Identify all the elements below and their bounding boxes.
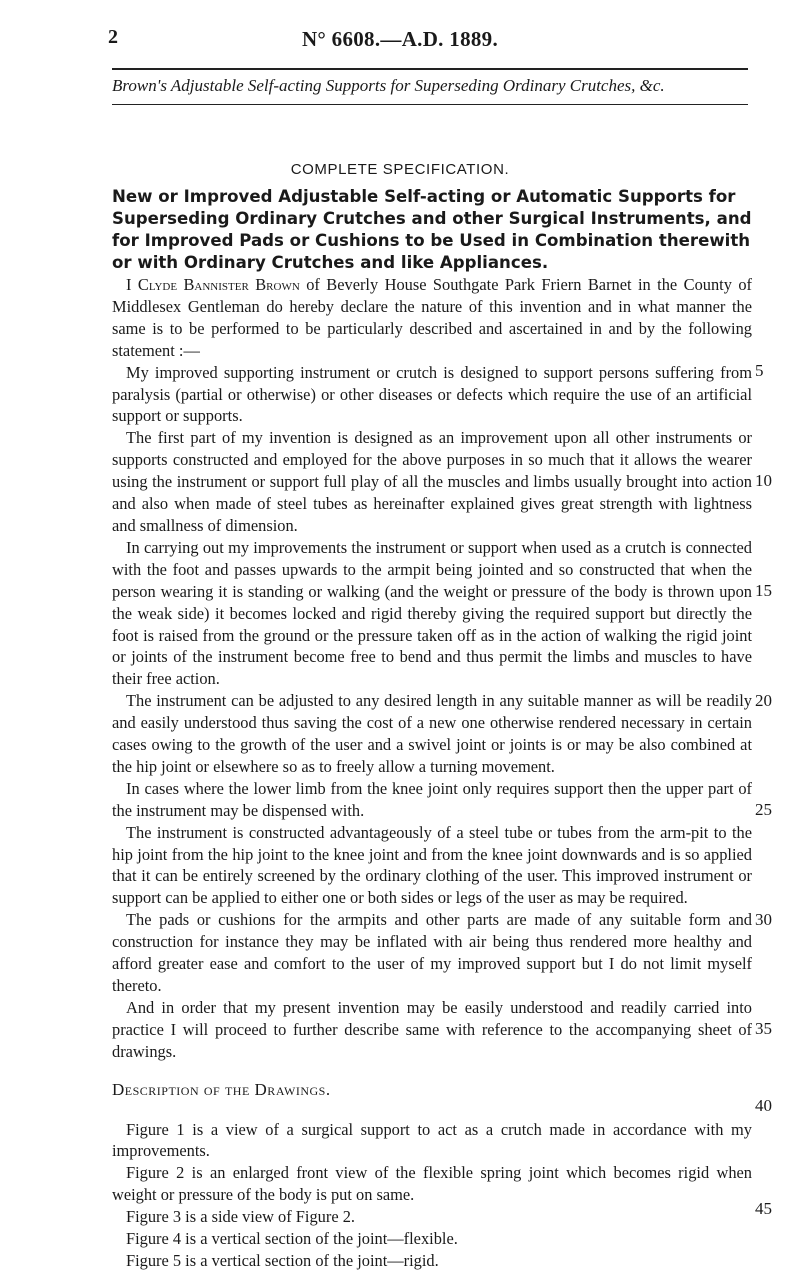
line-number: 35 <box>755 1019 772 1038</box>
figure-description: Figure 3 is a side view of Figure 2. <box>126 1207 355 1227</box>
paragraph: In carrying out my improvements the instrument or support when used as a crutch is connected with the foot and passes upwards to the armpit being jointed and so constructed that when the person wearing it is standing or walking (and the weight or pressure of the body is thrown upon the weak side) it becomes locked and rigid thereby giving the required support but directly the foot is raised from the ground or the pressure taken off as in the action of walking the rigid joint or joints of the instrument become free to bend and thus permit the limbs and muscles to have their free action. <box>112 537 752 689</box>
patent-number: N° 6608.—A.D. 1889. <box>301 27 499 51</box>
invention-title: New or Improved Adjustable Self-acting or Automatic Supports for Superseding Ordinary Crutches and other Surgical Instruments, and for Improved Pads or Cushions to be Used in Combination therewith or with Ordinary Crutches and like Appliances. <box>112 187 752 272</box>
paragraph: The instrument is constructed advantageously of a steel tube or tubes from the arm-pit to the hip joint from the hip joint to the knee joint and from the knee joint downwards and is so applied that it can be entirely screened by the ordinary clothing of the user. This improved instrument or support can be applied to either one or both sides or legs of the user as may be required. <box>112 822 752 908</box>
figure-description: Figure 2 is an enlarged front view of the flexible spring joint which becomes rigid when weight or pressure of the body is put on same. <box>112 1163 752 1205</box>
specification-body <box>112 274 752 1272</box>
figure-description: Figure 4 is a vertical section of the joint—flexible. <box>126 1229 458 1249</box>
line-number: 45 <box>755 1199 772 1218</box>
intro-text: of Beverly House Southgate Park Friern Barnet in the County of Middlesex Gentleman do hereby declare the nature of this invention and in what manner the same is to be performed to be particularly described and ascertained in and by the following statement :— <box>112 275 752 360</box>
line-number: 40 <box>755 1096 772 1115</box>
paragraph: The instrument can be adjusted to any desired length in any suitable manner as will be readily and easily understood thus saving the cost of a new one otherwise rendered necessary in certain cases owing to the growth of the user and a swivel joint or joints is or may be also combined at the hip joint or elsewhere so as to freely allow a turning movement. <box>112 691 752 776</box>
paragraph: In cases where the lower limb from the knee joint only requires support then the upper part of the instrument may be dispensed with. <box>112 778 752 820</box>
intro-prefix: I <box>126 275 138 294</box>
line-number: 5 <box>755 361 764 380</box>
figure-description: Figure 5 is a vertical section of the joint—rigid. <box>126 1250 439 1270</box>
line-number: 15 <box>755 581 772 600</box>
line-number: 10 <box>755 471 772 490</box>
paragraph: The pads or cushions for the armpits and other parts are made of any suitable form and construction for instance they may be inflated with air being thus rendered more healthy and afford greater ease and comfort to the user of my improved support but I do not limit myself thereto. <box>112 910 752 995</box>
paragraph: My improved supporting instrument or crutch is designed to support persons suffering from paralysis (partial or otherwise) or other diseases or defects which require the use of an artificial support or supports. <box>112 362 752 426</box>
line-number: 30 <box>755 910 772 929</box>
drawings-section-heading: Description of the Drawings. <box>112 1079 331 1099</box>
paragraph: The first part of my invention is designed as an improvement upon all other instruments or supports constructed and employed for the above purposes in so much that it allows the wearer using the instrument or support full play of all the muscles and limbs usually brought into action and also when made of steel tubes as hereinafter explained gives great strength with lightness and smallness of dimension. <box>112 428 752 535</box>
header-rule-bottom <box>112 104 748 105</box>
intro-paragraph <box>112 274 752 362</box>
page-number: 2 <box>108 26 118 48</box>
specification-heading: COMPLETE SPECIFICATION. <box>290 161 510 178</box>
figure-description: Figure 1 is a view of a surgical support to act as a crutch made in accordance with my improvements. <box>112 1119 752 1161</box>
running-title: Brown's Adjustable Self-acting Supports for Superseding Ordinary Crutches, &c. <box>112 76 665 95</box>
paragraph: And in order that my present invention may be easily understood and readily carried into practice I will proceed to further describe same with reference to the accompanying sheet of drawings. <box>112 997 752 1061</box>
inventor-name: Clyde Bannister Brown <box>137 275 300 294</box>
header-rule-top <box>112 68 748 70</box>
line-number: 20 <box>755 691 772 710</box>
line-number: 25 <box>755 800 772 819</box>
